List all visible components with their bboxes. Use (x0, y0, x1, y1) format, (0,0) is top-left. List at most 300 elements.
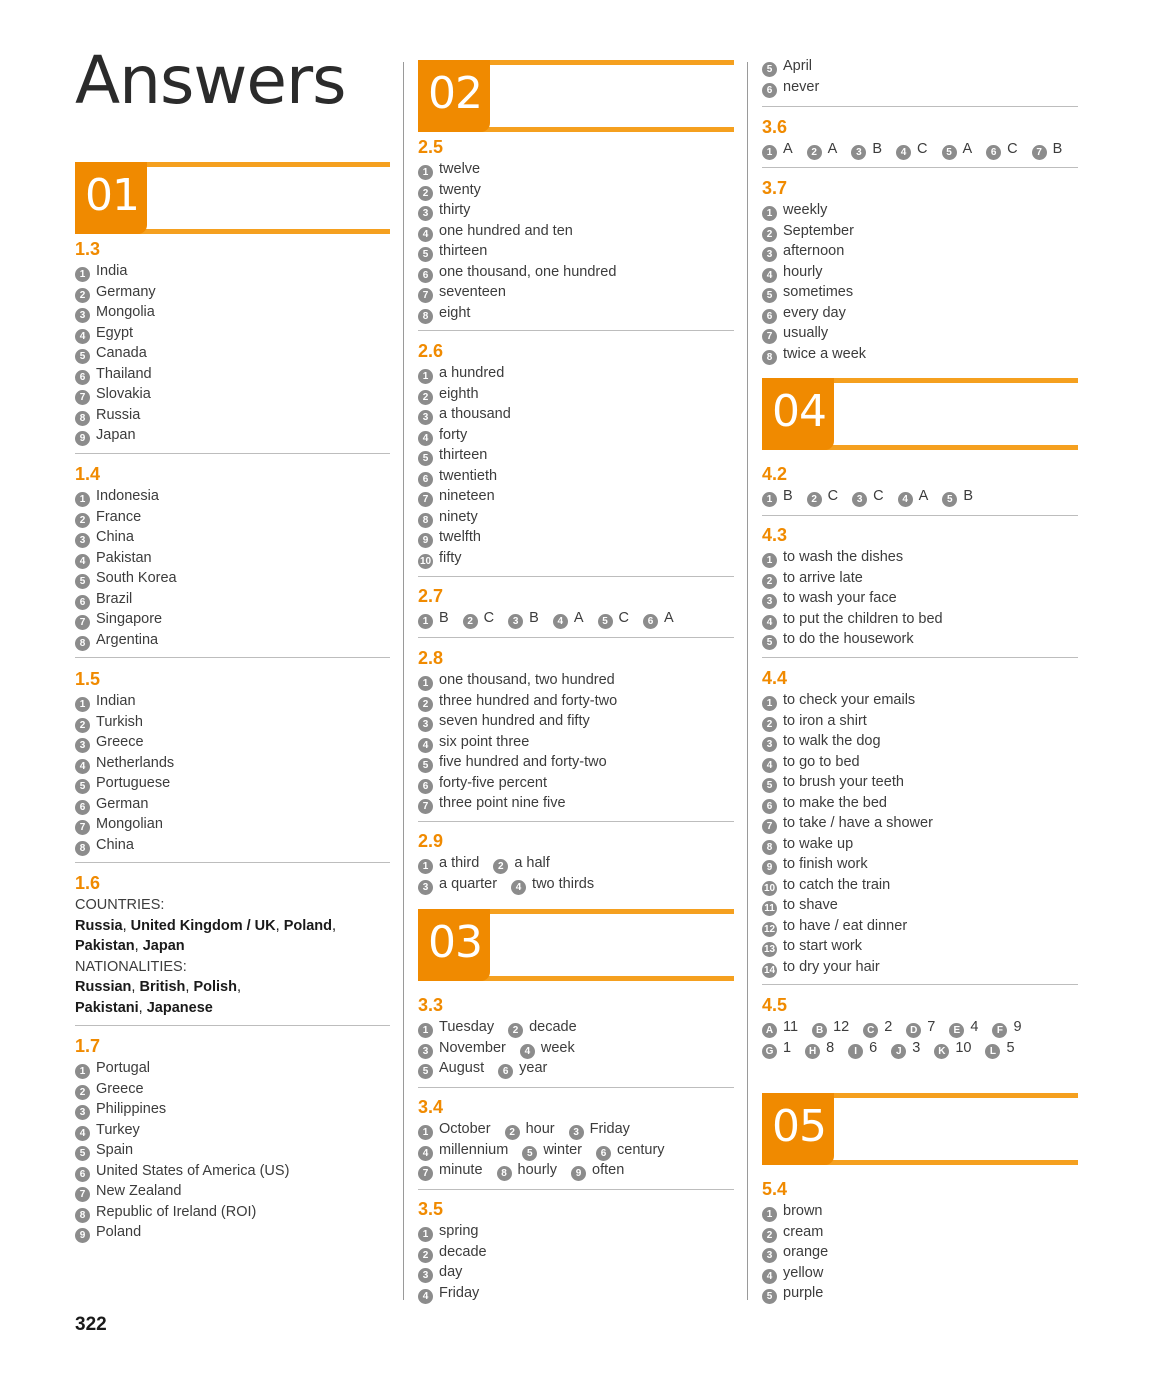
section-4-5 (762, 994, 1078, 1058)
section-2-9 (418, 830, 734, 894)
countries-line (75, 936, 390, 957)
answer-text: hour (525, 1121, 555, 1137)
answer-text: Republic of Ireland (ROI) (96, 1203, 257, 1220)
answer-text: fifty (439, 549, 462, 566)
section-divider (762, 106, 1078, 107)
answer-item (762, 813, 1078, 834)
answer-text: German (96, 795, 149, 812)
number-badge: 2 (493, 859, 508, 874)
answer-text: to brush your teeth (783, 774, 904, 790)
answer-item (418, 241, 734, 262)
number-badge: 1 (762, 492, 777, 507)
number-badge: 14 (763, 964, 776, 976)
answer-item (762, 772, 1078, 793)
answer-text: to start work (783, 938, 862, 954)
number-badge: 8 (418, 309, 433, 324)
number-badge: 5 (418, 451, 433, 466)
section-title: 4.4 (762, 668, 788, 688)
number-badge: 1 (762, 696, 777, 711)
answer-item (75, 732, 390, 753)
number-badge: 6 (418, 472, 433, 487)
number-badge: 6 (762, 309, 777, 324)
answer-item (75, 773, 390, 794)
answer-item (418, 262, 734, 283)
answer-word: Russian (75, 979, 132, 995)
answer-item (520, 1038, 575, 1059)
answer-item (418, 752, 734, 773)
answer-text: afternoon (783, 243, 845, 259)
answer-row (418, 1140, 734, 1161)
answer-item (898, 486, 929, 507)
separator: , (122, 917, 131, 934)
answer-text: Turkey (96, 1121, 140, 1138)
number-badge: 3 (75, 308, 90, 323)
answer-text: Portuguese (96, 775, 171, 791)
number-badge: G (762, 1044, 777, 1059)
number-badge: 9 (762, 860, 777, 875)
answer-item (863, 1017, 892, 1038)
number-badge: 8 (497, 1166, 512, 1181)
answer-text: Argentina (96, 631, 159, 648)
number-badge: 2 (75, 513, 90, 528)
number-badge: 4 (75, 329, 90, 344)
answer-text: 5 (1006, 1039, 1015, 1056)
answer-text: 4 (970, 1019, 979, 1035)
number-badge: 5 (418, 1064, 433, 1079)
answer-item (75, 261, 390, 282)
number-badge: 5 (942, 145, 957, 160)
answer-item (75, 486, 390, 507)
answer-item (75, 814, 390, 835)
answer-item (75, 1222, 390, 1243)
answer-text: Poland (96, 1224, 142, 1240)
answer-item (553, 608, 584, 629)
number-badge: 9 (75, 431, 90, 446)
number-badge: 3 (418, 880, 433, 895)
answer-text: Egypt (96, 324, 134, 341)
number-badge: 4 (553, 614, 568, 629)
answer-text: Portugal (96, 1060, 151, 1076)
answer-item (75, 1120, 390, 1141)
answer-text: to walk the dog (783, 733, 881, 749)
number-badge: 2 (762, 574, 777, 589)
answer-item (762, 1283, 1078, 1304)
answer-text: C (1007, 141, 1018, 157)
unit-number: 02 (428, 68, 482, 119)
answer-item (762, 793, 1078, 814)
section-divider (418, 821, 734, 822)
answer-text: hourly (517, 1162, 558, 1178)
nationalities-label: NATIONALITIES: (75, 958, 187, 975)
answer-item (75, 835, 390, 856)
number-badge: 3 (569, 1125, 584, 1140)
answer-text: 9 (1013, 1019, 1022, 1035)
separator: , (275, 917, 284, 934)
answer-text: Netherlands (96, 754, 175, 771)
section-title: 1.3 (75, 239, 101, 259)
answer-item (418, 221, 734, 242)
answer-item (493, 853, 549, 874)
number-badge: 7 (418, 1166, 433, 1181)
number-badge: 1 (418, 1125, 433, 1140)
answer-item (571, 1160, 624, 1181)
number-badge: 5 (75, 779, 90, 794)
answer-text: to wash your face (783, 590, 897, 606)
answer-item (75, 1079, 390, 1100)
section-divider (418, 1189, 734, 1190)
answer-item (762, 690, 1078, 711)
answer-text: September (783, 222, 854, 239)
answer-item (418, 1262, 734, 1283)
number-badge: I (848, 1044, 863, 1059)
number-badge: E (949, 1023, 964, 1038)
answer-item (75, 1181, 390, 1202)
number-badge: 1 (762, 206, 777, 221)
column-divider (403, 62, 404, 1300)
answer-text: brown (783, 1203, 823, 1219)
section-1-6 (75, 872, 390, 1018)
number-badge: 2 (418, 697, 433, 712)
section-1-3 (75, 238, 390, 446)
unit-number: 05 (772, 1101, 826, 1152)
unit-03-header (418, 909, 734, 981)
answer-text: weekly (783, 202, 828, 218)
answer-text: B (783, 488, 793, 504)
answer-row (418, 853, 734, 874)
number-badge: 3 (418, 1268, 433, 1283)
section-divider (762, 657, 1078, 658)
number-badge: 6 (418, 268, 433, 283)
answer-text: nineteen (439, 488, 495, 504)
answer-text: day (439, 1264, 463, 1280)
answer-item (762, 752, 1078, 773)
answer-text: a quarter (439, 875, 498, 892)
number-badge: 6 (75, 1167, 90, 1182)
answer-text: winter (543, 1141, 582, 1158)
number-badge: 4 (898, 492, 913, 507)
number-badge: 4 (418, 1146, 433, 1161)
section-1-5 (75, 668, 390, 855)
number-badge: 1 (762, 145, 777, 160)
answer-item (75, 1099, 390, 1120)
section-divider (75, 862, 390, 863)
answer-item (418, 1119, 491, 1140)
answer-row (418, 1119, 734, 1140)
answer-item (418, 486, 734, 507)
answer-text: a half (514, 855, 550, 871)
number-badge: D (906, 1023, 921, 1038)
answer-item (762, 241, 1078, 262)
number-badge: 4 (418, 738, 433, 753)
number-badge: 9 (571, 1166, 586, 1181)
answer-text: Mongolian (96, 816, 163, 832)
answer-item (852, 486, 883, 507)
number-badge: 3 (75, 738, 90, 753)
answer-text: India (96, 263, 128, 279)
answer-item (511, 874, 594, 895)
answer-item (418, 507, 734, 528)
number-badge: 3 (418, 1044, 433, 1059)
answer-text: twice a week (783, 345, 867, 362)
answer-item (75, 527, 390, 548)
answer-text: October (439, 1121, 491, 1137)
section-1-4 (75, 463, 390, 650)
number-badge: 10 (419, 555, 432, 567)
number-badge: 5 (522, 1146, 537, 1161)
section-title: 5.4 (762, 1179, 788, 1199)
section-title: 4.3 (762, 525, 788, 545)
answer-item (418, 1221, 734, 1242)
answer-text: A (663, 610, 674, 626)
section-title: 3.7 (762, 178, 788, 198)
answer-text: six point three (439, 733, 530, 750)
answer-row (418, 874, 734, 895)
answer-text: often (592, 1162, 625, 1178)
answer-text: a third (439, 855, 480, 871)
answer-item (418, 793, 734, 814)
separator: , (138, 999, 147, 1016)
answer-text: B (1052, 141, 1063, 157)
answer-text: Russia (96, 406, 141, 423)
answer-item (75, 364, 390, 385)
section-3-4 (418, 1096, 734, 1181)
answer-item (505, 1119, 555, 1140)
answer-item (418, 548, 734, 569)
answer-item (75, 609, 390, 630)
separator: , (134, 938, 143, 954)
answer-text: twelfth (439, 529, 481, 545)
number-badge: 6 (762, 83, 777, 98)
answer-item (418, 608, 449, 629)
number-badge: B (812, 1023, 827, 1038)
answer-text: one hundred and ten (439, 222, 573, 239)
answer-word: Russia (75, 917, 123, 934)
answer-text: to dry your hair (783, 958, 880, 975)
answer-item (418, 363, 734, 384)
answer-text: C (618, 610, 629, 626)
answer-item (762, 936, 1078, 957)
unit-number: 04 (772, 386, 826, 437)
separator: , (236, 979, 242, 995)
answer-item (522, 1140, 582, 1161)
answer-text: eight (439, 304, 471, 321)
number-badge: 4 (418, 227, 433, 242)
answer-item (762, 731, 1078, 752)
section-title: 1.4 (75, 464, 101, 484)
answer-text: Philippines (96, 1101, 167, 1117)
number-badge: 1 (762, 1207, 777, 1222)
answer-item (75, 1202, 390, 1223)
section-2-7 (418, 585, 734, 629)
answer-item (762, 262, 1078, 283)
answer-item (418, 527, 734, 548)
separator: , (332, 917, 337, 934)
answer-text: Friday (439, 1284, 480, 1301)
number-badge: 4 (75, 1126, 90, 1141)
answer-item (75, 302, 390, 323)
section-title: 3.5 (418, 1199, 444, 1219)
answer-item (762, 1017, 798, 1038)
number-badge: 1 (75, 697, 90, 712)
number-badge: 1 (418, 1227, 433, 1242)
answer-text: to go to bed (783, 753, 860, 770)
number-badge: 8 (762, 350, 777, 365)
answer-item (762, 895, 1078, 916)
section-title: 4.5 (762, 995, 788, 1015)
answer-item (569, 1119, 630, 1140)
answer-row (418, 1038, 734, 1059)
answer-item (762, 1222, 1078, 1243)
answer-item (418, 1038, 506, 1059)
section-4-2 (762, 463, 1078, 507)
answer-item (906, 1017, 935, 1038)
answer-text: C (917, 141, 928, 157)
answer-item (418, 425, 734, 446)
answer-item (418, 1160, 483, 1181)
answer-row (418, 1058, 734, 1079)
answer-item (643, 608, 674, 629)
answer-item (762, 609, 1078, 630)
answer-text: to put the children to bed (783, 610, 943, 627)
number-badge: F (992, 1023, 1007, 1038)
answer-text: China (96, 529, 134, 545)
answer-row (762, 1038, 1078, 1059)
answer-text: to finish work (783, 856, 868, 872)
number-badge: 3 (851, 145, 866, 160)
answer-item (762, 139, 793, 160)
answer-text: Thailand (96, 365, 152, 382)
answer-item (418, 1140, 508, 1161)
answer-text: Greece (96, 734, 144, 750)
answer-item (418, 1017, 494, 1038)
section-divider (418, 637, 734, 638)
number-badge: 1 (418, 676, 433, 691)
number-badge: 7 (762, 329, 777, 344)
answer-text: April (783, 58, 813, 74)
answer-item (497, 1160, 558, 1181)
number-badge: 5 (75, 349, 90, 364)
answer-item (762, 629, 1078, 650)
number-badge: 3 (75, 533, 90, 548)
section-4-3 (762, 524, 1078, 650)
number-badge: 2 (762, 227, 777, 242)
answer-text: B (872, 141, 883, 157)
answer-item (75, 712, 390, 733)
answer-item (762, 916, 1078, 937)
answer-item (418, 384, 734, 405)
answer-item (762, 221, 1078, 242)
answer-text: a hundred (439, 365, 505, 381)
answer-item (418, 445, 734, 466)
answer-text: decade (439, 1243, 487, 1260)
answer-item (762, 486, 793, 507)
section-title: 2.6 (418, 341, 444, 361)
answer-text: forty-five percent (439, 774, 547, 791)
answer-item (762, 282, 1078, 303)
answer-text: century (617, 1141, 665, 1158)
number-badge: K (934, 1044, 949, 1059)
answer-item (75, 1140, 390, 1161)
answer-item (762, 588, 1078, 609)
answer-item (463, 608, 494, 629)
answer-item (418, 874, 497, 895)
answer-text: Tuesday (439, 1019, 495, 1035)
answer-item (75, 323, 390, 344)
answer-text: Canada (96, 345, 147, 361)
answer-text: to have / eat dinner (783, 917, 908, 934)
section-3-3 (418, 994, 734, 1079)
answer-item (75, 753, 390, 774)
answer-text: Brazil (96, 590, 133, 607)
answer-text: yellow (783, 1264, 824, 1281)
section-3-5 (762, 56, 1078, 97)
section-title: 1.5 (75, 669, 101, 689)
answer-item (762, 547, 1078, 568)
answer-text: United States of America (US) (96, 1162, 290, 1179)
answer-item (812, 1017, 849, 1038)
answer-item (986, 139, 1017, 160)
unit-01-header (75, 162, 390, 234)
number-badge: A (762, 1023, 777, 1038)
answer-item (891, 1038, 920, 1059)
number-badge: 7 (75, 615, 90, 630)
answer-text: to wash the dishes (783, 549, 904, 565)
answer-text: 11 (783, 1019, 799, 1035)
answer-text: 8 (826, 1039, 835, 1056)
number-badge: 7 (418, 799, 433, 814)
number-badge: 4 (762, 1269, 777, 1284)
answer-row (418, 608, 734, 629)
answer-text: seventeen (439, 284, 506, 300)
number-badge: 1 (762, 553, 777, 568)
answer-text: November (439, 1039, 506, 1056)
number-badge: 3 (852, 492, 867, 507)
number-badge: H (805, 1044, 820, 1059)
answer-item (75, 568, 390, 589)
answer-text: 10 (955, 1039, 972, 1056)
answer-item (418, 1283, 734, 1304)
answer-item (762, 344, 1078, 365)
section-title: 4.2 (762, 464, 788, 484)
section-1-7 (75, 1035, 390, 1243)
answer-text: twenty (439, 181, 481, 198)
answer-text: A (827, 141, 838, 157)
number-badge: 4 (762, 268, 777, 283)
answer-item (762, 711, 1078, 732)
section-3-5 (418, 1198, 734, 1303)
answer-item (418, 159, 734, 180)
section-title: 1.7 (75, 1036, 101, 1056)
number-badge: 2 (75, 718, 90, 733)
answer-item (418, 282, 734, 303)
answer-item (848, 1038, 877, 1059)
number-badge: 2 (75, 288, 90, 303)
number-badge: 6 (643, 614, 658, 629)
answer-item (762, 200, 1078, 221)
answer-item (508, 1017, 577, 1038)
page-title: Answers (75, 42, 346, 119)
answer-text: Germany (96, 283, 156, 300)
number-badge: 3 (762, 737, 777, 752)
answer-text: Spain (96, 1142, 134, 1158)
answer-item (942, 139, 973, 160)
answer-item (418, 180, 734, 201)
answer-item (75, 1161, 390, 1182)
number-badge: 2 (75, 1085, 90, 1100)
number-badge: 7 (418, 288, 433, 303)
number-badge: 7 (418, 492, 433, 507)
number-badge: 6 (75, 370, 90, 385)
